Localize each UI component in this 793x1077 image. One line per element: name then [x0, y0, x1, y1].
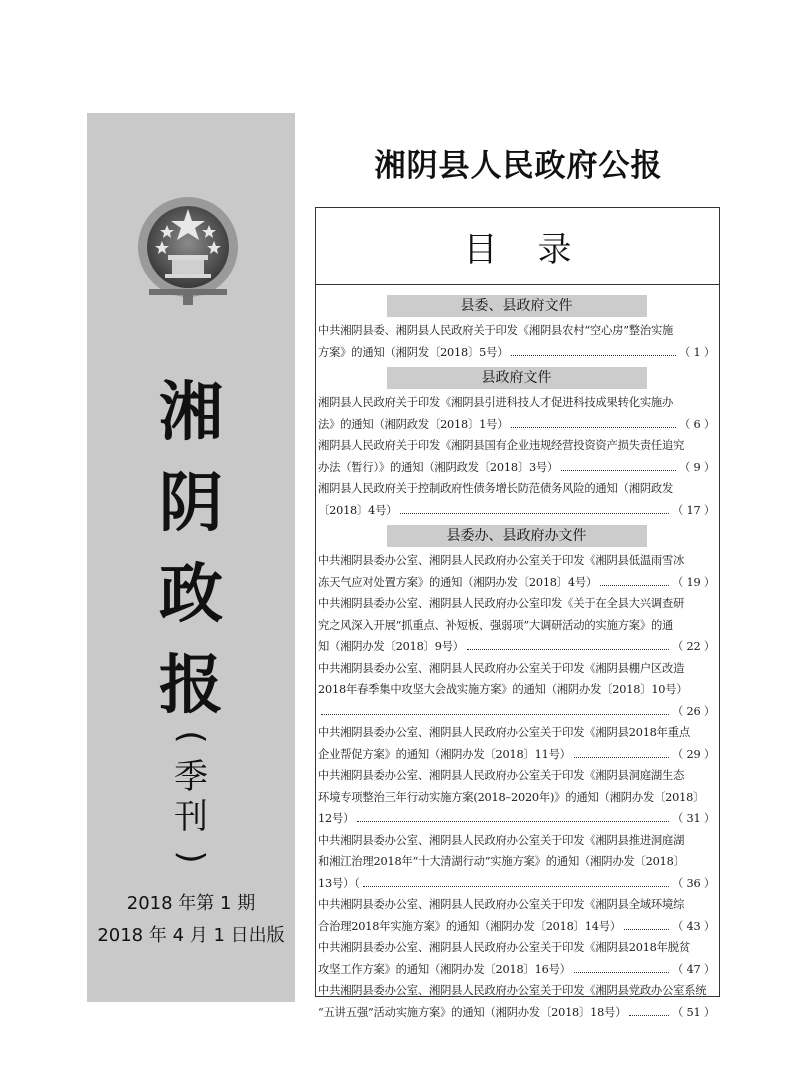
toc-entry-tail-text: 方案》的通知（湘阴发〔2018〕5号）	[318, 345, 509, 359]
toc-entry-line: 中共湘阴县委办公室、湘阴县人民政府办公室关于印发《湘阴县2018年重点	[318, 726, 690, 739]
toc-entry-line: 湘阴县人民政府关于印发《湘阴县国有企业违规经营投资资产损失责任追究	[318, 439, 685, 452]
toc-heading: 目录	[316, 208, 719, 285]
toc-entry-tail-text: “五讲五强”活动实施方案》的通知（湘阴办发〔2018〕18号）	[318, 1005, 627, 1019]
toc-page-number: （ 36 ）	[672, 876, 715, 890]
title-char: 湘	[159, 376, 223, 450]
toc-entry-line: 和湘江治理2018年“十大清湖行动”实施方案》的通知（湘阴办发〔2018〕	[318, 855, 685, 868]
toc-page-number: （ 43 ）	[672, 919, 715, 933]
toc-entry-line: 中共湘阴县委办公室、湘阴县人民政府办公室关于印发《湘阴县洞庭湖生态	[318, 769, 685, 782]
toc-entry[interactable]	[318, 765, 715, 830]
national-emblem-icon	[135, 195, 241, 307]
toc-entry[interactable]	[318, 435, 715, 478]
toc-entry[interactable]	[318, 478, 715, 521]
toc-entry-tail-text: 13号）（	[318, 876, 360, 890]
toc-page-number: （ 29 ）	[672, 747, 715, 761]
toc-entry-tail-text: 企业帮促方案》的通知（湘阴办发〔2018〕11号）	[318, 747, 571, 761]
toc-entry-tail-text: 知（湘阴办发〔2018〕9号）	[318, 640, 464, 653]
toc-page-number: （ 1 ）	[679, 345, 715, 359]
toc-entry-line: 中共湘阴县委办公室、湘阴县人民政府办公室关于印发《湘阴县党政办公室系统	[318, 984, 707, 997]
toc-entry-tail	[318, 500, 715, 522]
toc-entry-tail	[318, 1002, 715, 1024]
toc-entry[interactable]	[318, 722, 715, 765]
toc-entry-tail-text: 合治理2018年实施方案》的通知（湘阴办发〔2018〕14号）	[318, 919, 621, 933]
toc-leader-dots	[467, 636, 669, 650]
toc-entry-tail	[318, 808, 715, 830]
toc-leader-dots	[357, 808, 669, 822]
toc-entry-tail-text: 攻坚工作方案》的通知（湘阴办发〔2018〕16号）	[318, 962, 571, 976]
toc-leader-dots	[629, 1002, 669, 1016]
toc-leader-dots	[561, 457, 676, 471]
toc-page-number: （ 22 ）	[672, 640, 715, 653]
title-char: 政	[159, 558, 223, 632]
toc-page-number: （ 17 ）	[672, 503, 715, 517]
toc-entry-tail	[318, 414, 715, 436]
open-paren: (	[171, 730, 211, 744]
toc-leader-dots	[400, 500, 669, 514]
toc-entry-line: 中共湘阴县委办公室、湘阴县人民政府办公室关于印发《湘阴县低温雨雪冰	[318, 554, 685, 567]
toc-entry-tail	[318, 916, 715, 938]
toc-entry-line: 中共湘阴县委办公室、湘阴县人民政府办公室关于印发《湘阴县全域环境综	[318, 898, 685, 911]
toc-page-number: （ 26 ）	[672, 704, 715, 718]
toc-entry-tail-text: 〔2018〕4号）	[318, 503, 398, 517]
toc-entry[interactable]	[318, 392, 715, 435]
toc-leader-dots	[574, 959, 669, 973]
toc-entry-tail-text: 办法（暂行）》的通知（湘阴政发〔2018〕3号）	[318, 460, 559, 474]
toc-entry[interactable]	[318, 937, 715, 980]
toc-entry-tail-text: 12号）	[318, 812, 355, 825]
toc-entry-line: 究之风深入开展“抓重点、补短板、强弱项”大调研活动的实施方案》的通	[318, 618, 674, 632]
toc-section-title: 县政府文件	[387, 367, 647, 389]
toc-entry-line: 湘阴县人民政府关于印发《湘阴县引进科技人才促进科技成果转化实施办	[318, 396, 674, 409]
table-of-contents	[315, 207, 720, 1019]
toc-entry-tail-text: 法》的通知（湘阴政发〔2018〕1号）	[318, 417, 509, 431]
toc-page-number: （ 47 ）	[672, 962, 715, 976]
toc-leader-dots	[624, 916, 669, 930]
issue-number: 2018 年第 1 期	[126, 893, 256, 914]
toc-entry-tail	[318, 873, 715, 895]
toc-entry[interactable]	[318, 658, 715, 723]
toc-entry[interactable]	[318, 320, 715, 363]
toc-leader-dots	[363, 873, 669, 887]
toc-entry-tail	[318, 636, 715, 658]
cover-sidebar	[87, 113, 295, 1002]
toc-entry[interactable]	[318, 593, 715, 658]
toc-entry[interactable]	[318, 830, 715, 895]
toc-page-number: （ 31 ）	[672, 812, 715, 825]
toc-page-number: （ 6 ）	[679, 417, 715, 431]
toc-leader-dots	[511, 414, 676, 428]
toc-entry[interactable]	[318, 980, 715, 1023]
toc-page-number: （ 51 ）	[672, 1005, 715, 1019]
subtitle-char: 刊	[174, 797, 208, 837]
toc-entry[interactable]	[318, 550, 715, 593]
toc-entry-tail	[318, 342, 715, 364]
toc-leader-dots	[511, 342, 676, 356]
bulletin-title: 湘阴县人民政府公报	[374, 148, 663, 184]
toc-entry-line: 环境专项整治三年行动实施方案(2018–2020年)》的通知（湘阴办发〔2018〕	[318, 790, 705, 804]
title-char: 报	[159, 649, 223, 723]
publish-date: 2018 年 4 月 1 日出版	[97, 925, 285, 946]
title-char: 阴	[159, 467, 223, 541]
toc-entry-line: 湘阴县人民政府关于控制政府性债务增长防范债务风险的通知（湘阴政发	[318, 482, 674, 495]
toc-body	[316, 285, 719, 1023]
close-paren: )	[171, 850, 211, 864]
toc-page-number: （ 19 ）	[672, 575, 715, 589]
toc-page-number: （ 9 ）	[679, 460, 715, 474]
toc-entry-tail	[318, 457, 715, 479]
toc-entry[interactable]	[318, 894, 715, 937]
toc-entry-tail	[318, 744, 715, 766]
toc-leader-dots	[574, 744, 669, 758]
toc-entry-line: 中共湘阴县委办公室、湘阴县人民政府办公室印发《关于在全县大兴调查研	[318, 597, 685, 610]
toc-entry-tail-text: 冻天气应对处置方案》的通知（湘阴办发〔2018〕4号）	[318, 575, 598, 589]
toc-entry-tail	[318, 959, 715, 981]
toc-entry-tail	[318, 572, 715, 594]
journal-frequency	[87, 717, 295, 877]
toc-section-title: 县委、县政府文件	[387, 295, 647, 317]
toc-entry-line: 中共湘阴县委、湘阴县人民政府关于印发《湘阴县农村“空心房”整治实施	[318, 324, 674, 337]
toc-entry-line: 中共湘阴县委办公室、湘阴县人民政府办公室关于印发《湘阴县棚户区改造	[318, 661, 685, 675]
toc-entry-line: 2018年春季集中攻坚大会战实施方案》的通知（湘阴办发〔2018〕10号）	[318, 683, 688, 696]
subtitle-char: 季	[174, 757, 208, 797]
issue-info	[87, 888, 295, 952]
toc-section-title: 县委办、县政府办文件	[387, 525, 647, 547]
toc-entry-tail	[318, 701, 715, 723]
toc-leader-dots	[600, 572, 669, 586]
toc-entry-line: 中共湘阴县委办公室、湘阴县人民政府办公室关于印发《湘阴县2018年脱贫	[318, 941, 690, 954]
toc-entry-line: 中共湘阴县委办公室、湘阴县人民政府办公室关于印发《湘阴县推进洞庭湖	[318, 833, 685, 847]
toc-leader-dots	[321, 701, 669, 715]
